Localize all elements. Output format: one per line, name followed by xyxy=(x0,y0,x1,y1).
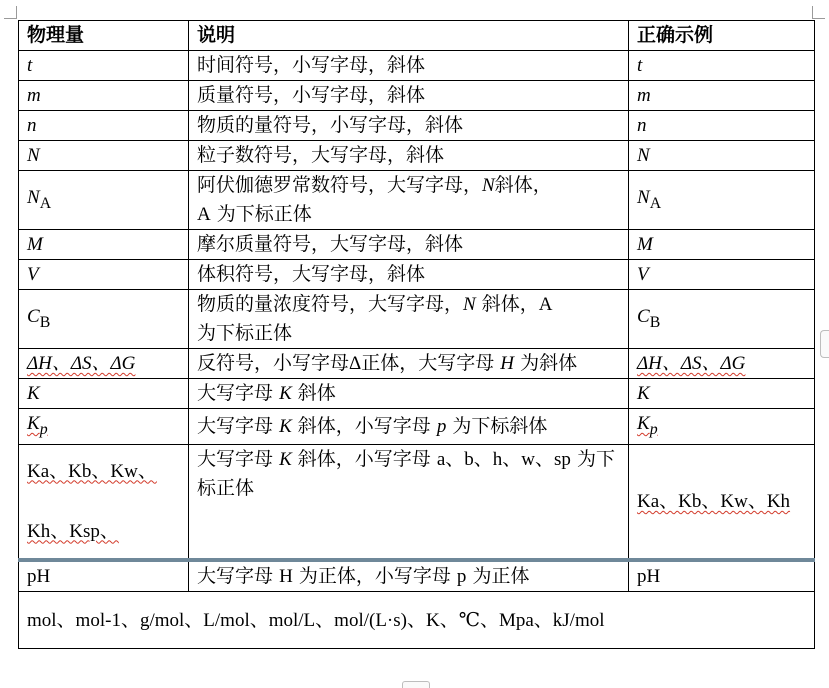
example-subscript: p xyxy=(649,420,658,438)
header-quantity: 物理量 xyxy=(19,21,189,51)
desc-symbol: A xyxy=(538,294,553,315)
desc-part: 大写字母 xyxy=(197,565,274,588)
symbol-cell xyxy=(19,349,189,379)
desc-part: 为下标正体 xyxy=(197,447,615,499)
symbol-cell xyxy=(19,111,189,141)
desc-italic-symbol: K xyxy=(279,383,292,404)
desc-part: 为下标正体 xyxy=(216,203,312,225)
page-corner-mark-left xyxy=(4,6,17,19)
description-cell: 时间符号，小写字母，斜体 xyxy=(189,51,629,81)
desc-symbol: p xyxy=(456,566,467,588)
table-header-row xyxy=(19,21,815,51)
table-row xyxy=(19,560,815,592)
example-subscript: B xyxy=(649,313,661,331)
desc-part: 大写字母 xyxy=(197,382,274,404)
desc-part: 为下标正体 xyxy=(197,322,293,344)
desc-part: 为下标斜体 xyxy=(452,414,548,437)
symbol: pH xyxy=(27,566,51,588)
table-row xyxy=(19,260,815,290)
example-cell xyxy=(629,379,815,409)
symbol-line: Kh、Ksp、 xyxy=(27,520,119,542)
description-cell xyxy=(189,379,629,409)
description-cell xyxy=(189,349,629,379)
example xyxy=(637,413,658,438)
example-cell xyxy=(629,290,815,349)
example-cell xyxy=(629,560,815,592)
units-row xyxy=(19,592,815,649)
example-cell xyxy=(629,444,815,560)
symbol-cell xyxy=(19,230,189,260)
symbol-cell xyxy=(19,51,189,81)
example-cell xyxy=(629,51,815,81)
table-row xyxy=(19,111,815,141)
desc-part: 阿伏伽德罗常数符号，大写字母， xyxy=(197,174,483,196)
example: pH xyxy=(637,566,661,588)
description-cell xyxy=(189,171,629,230)
example-base: K xyxy=(637,413,650,434)
description-cell xyxy=(189,409,629,445)
example-cell xyxy=(629,349,815,379)
symbol: ΔH、ΔS、ΔG xyxy=(27,353,136,374)
symbol: C xyxy=(27,305,40,327)
desc-italic-symbol: N xyxy=(482,175,495,196)
desc-part: 斜体， xyxy=(494,174,552,196)
desc-italic-symbol: p xyxy=(436,415,447,437)
example: m xyxy=(637,85,651,106)
example: V xyxy=(637,264,649,285)
table-row xyxy=(19,409,815,445)
desc-part: 为正体，小写字母 xyxy=(298,565,451,588)
example-cell xyxy=(629,409,815,445)
example: n xyxy=(637,115,647,136)
description-cell xyxy=(189,560,629,592)
table-row xyxy=(19,141,815,171)
example-cell xyxy=(629,260,815,290)
example-cell xyxy=(629,81,815,111)
desc-part: 斜体 xyxy=(297,382,336,404)
table-row xyxy=(19,444,815,560)
example: M xyxy=(637,234,653,255)
symbol: n xyxy=(27,115,37,136)
symbol: K xyxy=(27,383,40,404)
description-cell: 质量符号，小写字母，斜体 xyxy=(189,81,629,111)
symbol-cell xyxy=(19,290,189,349)
example-cell xyxy=(629,111,815,141)
table-row xyxy=(19,379,815,409)
scroll-handle[interactable] xyxy=(402,681,430,688)
symbol: M xyxy=(27,234,43,255)
example: ΔH、ΔS、ΔG xyxy=(637,353,746,374)
desc-part: 物质的量浓度符号，大写字母， xyxy=(197,293,464,315)
header-example: 正确示例 xyxy=(629,21,815,51)
symbol-cell xyxy=(19,141,189,171)
symbol-base: K xyxy=(27,413,40,434)
table-row xyxy=(19,290,815,349)
desc-part: 斜体，小写字母 xyxy=(297,414,431,437)
units-list: mol、mol-1、g/mol、L/mol、mol/L、mol/(L·s)、K、℃、Mpa、kJ/mol xyxy=(27,609,605,631)
symbol-cell xyxy=(19,260,189,290)
desc-symbol: a、b、h、w、sp xyxy=(436,448,571,470)
desc-part: 斜体，小写字母 xyxy=(297,447,431,470)
desc-italic-symbol: H xyxy=(500,353,515,374)
side-panel-handle[interactable] xyxy=(820,330,829,358)
desc-symbol: Δ xyxy=(349,353,362,374)
desc-part: 反符号，小写字母 xyxy=(197,352,350,374)
description-cell: 物质的量符号，小写字母，斜体 xyxy=(189,111,629,141)
symbol: V xyxy=(27,264,39,285)
example-subscript: A xyxy=(649,194,662,212)
header-description: 说明 xyxy=(189,21,629,51)
desc-part: 正体，大写字母 xyxy=(361,352,495,374)
description-cell: 粒子数符号，大写字母，斜体 xyxy=(189,141,629,171)
symbol-subscript: A xyxy=(39,194,52,212)
symbol-cell xyxy=(19,81,189,111)
table-row xyxy=(19,51,815,81)
symbol-cell xyxy=(19,409,189,445)
desc-italic-symbol: K xyxy=(279,415,292,437)
example: N xyxy=(637,186,650,208)
symbol: N xyxy=(27,145,40,166)
desc-part: 大写字母 xyxy=(197,414,274,437)
description-cell xyxy=(189,290,629,349)
symbol-cell xyxy=(19,444,189,560)
symbol: N xyxy=(27,186,40,208)
desc-part: 为斜体 xyxy=(520,352,578,374)
symbol-cell xyxy=(19,379,189,409)
table-row xyxy=(19,349,815,379)
symbol: m xyxy=(27,85,41,106)
symbol-subscript: p xyxy=(39,420,48,438)
desc-italic-symbol: N xyxy=(463,294,476,315)
symbol-cell xyxy=(19,560,189,592)
example: Ka、Kb、Kw、Kh xyxy=(637,491,791,513)
desc-symbol: A xyxy=(197,204,211,225)
symbol-table xyxy=(18,20,815,649)
table-row xyxy=(19,230,815,260)
example: K xyxy=(637,383,650,404)
units-cell xyxy=(19,592,815,649)
desc-part: 大写字母 xyxy=(197,447,274,470)
example-cell xyxy=(629,141,815,171)
desc-part: 斜体， xyxy=(481,293,539,315)
table-row xyxy=(19,171,815,230)
symbol xyxy=(27,413,48,438)
example: C xyxy=(637,305,650,327)
page-corner-mark-right xyxy=(812,6,825,19)
description-cell: 摩尔质量符号，大写字母，斜体 xyxy=(189,230,629,260)
example-cell xyxy=(629,171,815,230)
description-cell xyxy=(189,444,629,560)
example: N xyxy=(637,145,650,166)
description-cell: 体积符号，大写字母，斜体 xyxy=(189,260,629,290)
symbol-subscript: B xyxy=(39,313,51,331)
symbol-line: Ka、Kb、Kw、 xyxy=(27,460,157,482)
desc-part: 为正体 xyxy=(472,565,530,588)
symbol: t xyxy=(27,55,33,76)
symbol-cell xyxy=(19,171,189,230)
table-row xyxy=(19,81,815,111)
example-cell xyxy=(629,230,815,260)
example: t xyxy=(637,55,643,76)
desc-symbol: H xyxy=(279,566,293,588)
desc-italic-symbol: K xyxy=(279,448,292,470)
